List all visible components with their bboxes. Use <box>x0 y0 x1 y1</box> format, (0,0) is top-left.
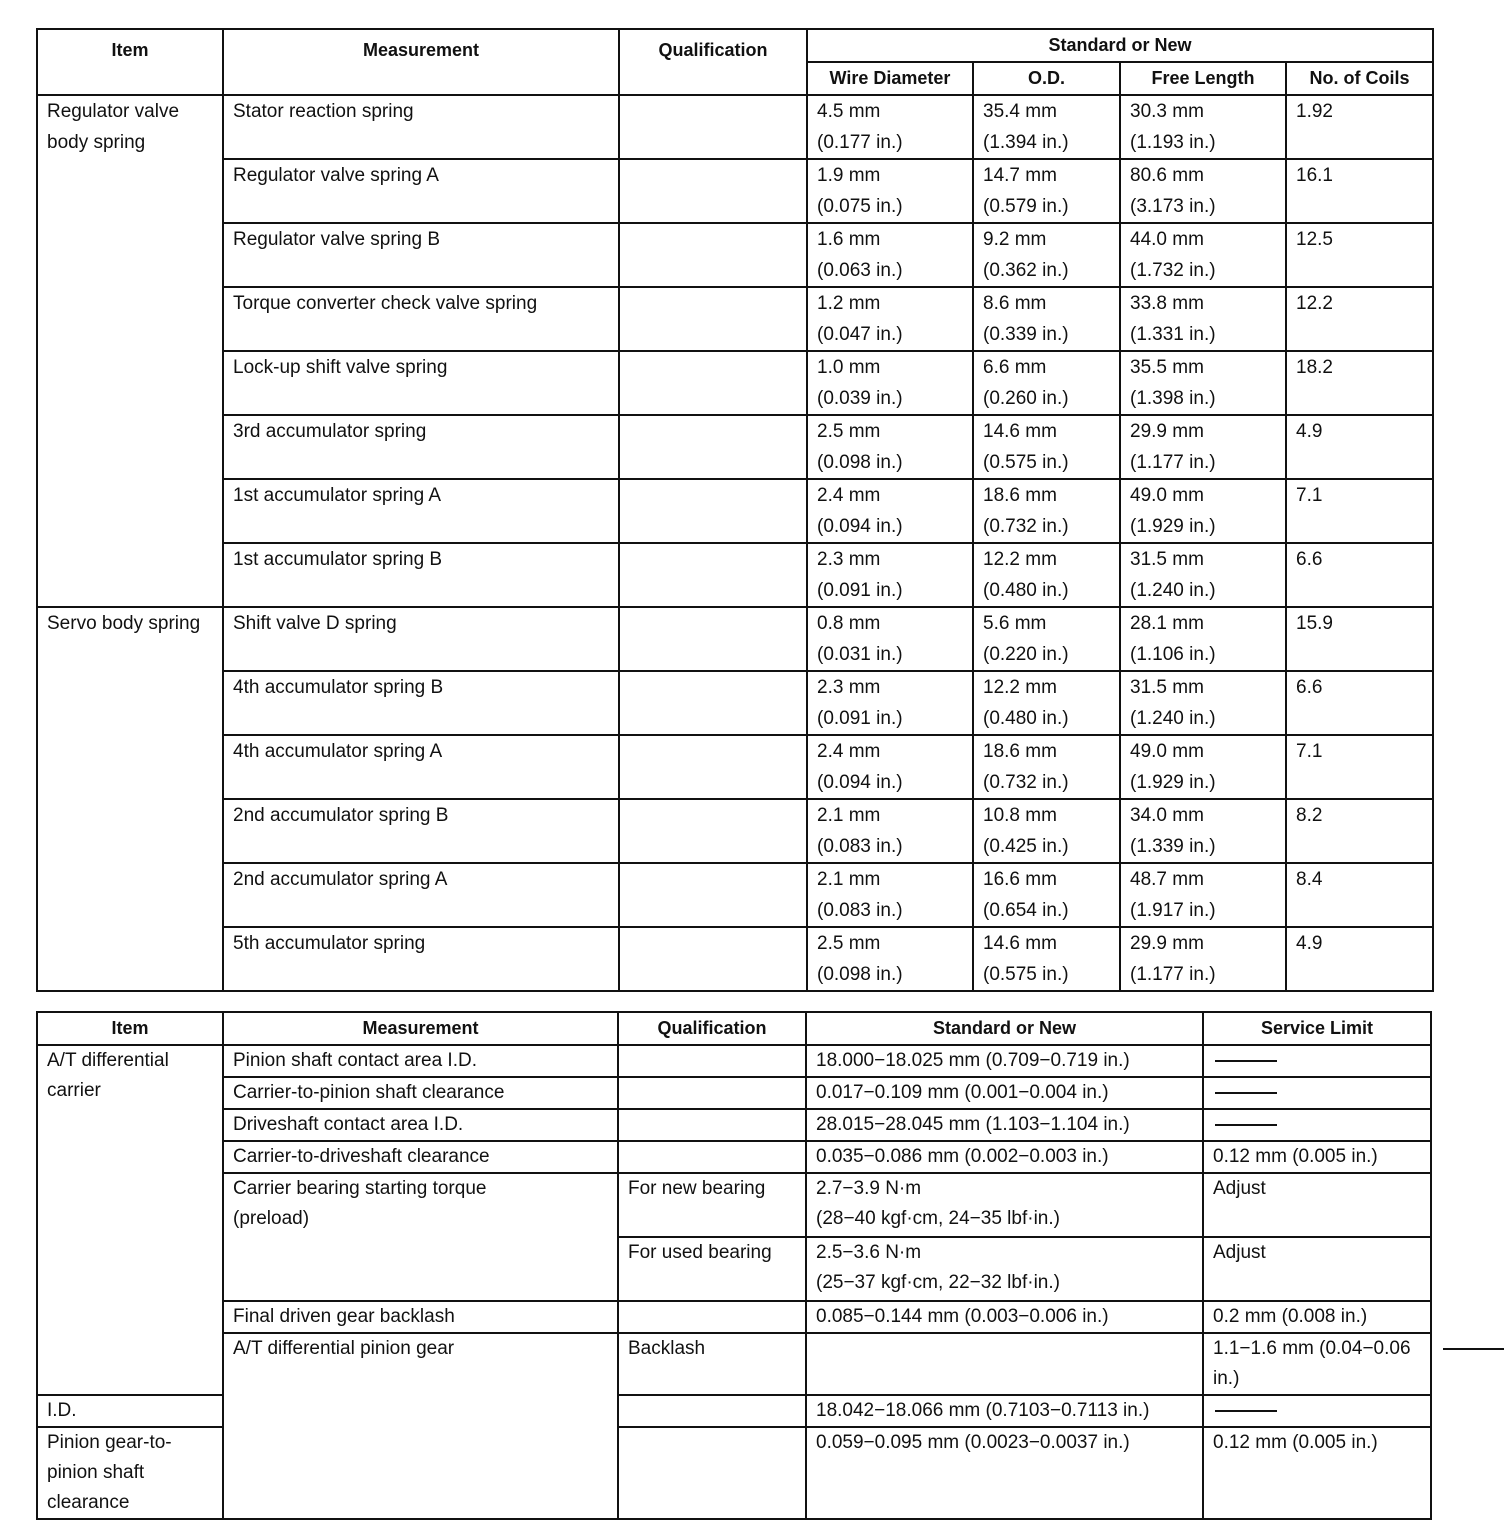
wire-diameter-cell <box>807 607 973 671</box>
header-measurement: Measurement <box>223 1012 618 1045</box>
metric-value: 48.7 mm <box>1130 869 1204 890</box>
qualification-cell <box>619 287 807 351</box>
header-od: O.D. <box>973 62 1120 95</box>
qualification-cell <box>619 543 807 607</box>
no-limit-dash <box>1215 1124 1277 1126</box>
qualification-cell <box>619 159 807 223</box>
metric-value: 2.5 mm <box>817 421 881 442</box>
qualification-cell <box>619 671 807 735</box>
qualification-cell <box>618 1109 806 1141</box>
imperial-value: (0.083 in.) <box>817 900 903 921</box>
standard-cell <box>806 1237 1203 1301</box>
imperial-value: (0.091 in.) <box>817 708 903 729</box>
od-cell <box>973 671 1120 735</box>
limit-cell <box>1203 1077 1431 1109</box>
measurement-cell: Torque converter check valve spring <box>223 287 619 351</box>
header-qualification: Qualification <box>619 29 807 95</box>
coils-cell: 16.1 <box>1286 159 1433 223</box>
free-length-cell <box>1120 479 1286 543</box>
header-coils: No. of Coils <box>1286 62 1433 95</box>
free-length-cell <box>1120 927 1286 991</box>
qualification-cell <box>619 95 807 159</box>
metric-value: 2.3 mm <box>817 549 881 570</box>
qualification-cell <box>618 1045 806 1077</box>
qualification-cell <box>619 927 807 991</box>
measurement-cell: Final driven gear backlash <box>223 1301 618 1333</box>
qualification-cell <box>619 607 807 671</box>
metric-value: 49.0 mm <box>1130 741 1204 762</box>
qualification-cell <box>619 351 807 415</box>
no-limit-dash <box>1443 1348 1504 1350</box>
free-length-cell <box>1120 351 1286 415</box>
metric-value: 4.5 mm <box>817 101 881 122</box>
standard-line: 2.7−3.9 N·m <box>816 1178 922 1199</box>
header-item: Item <box>37 1012 223 1045</box>
imperial-value: (1.929 in.) <box>1130 516 1216 537</box>
item-cell: Regulator valve body spring <box>37 95 223 607</box>
item-cell: A/T differential carrier <box>37 1045 223 1395</box>
table-row <box>37 479 1433 543</box>
qualification-cell: For new bearing <box>618 1173 806 1237</box>
metric-value: 30.3 mm <box>1130 101 1204 122</box>
header-item: Item <box>37 29 223 95</box>
metric-value: 29.9 mm <box>1130 933 1204 954</box>
measurement-cell: Regulator valve spring A <box>223 159 619 223</box>
od-cell <box>973 799 1120 863</box>
imperial-value: (0.480 in.) <box>983 580 1069 601</box>
table-row <box>37 1141 1431 1173</box>
table-row <box>37 1045 1431 1077</box>
metric-value: 2.5 mm <box>817 933 881 954</box>
imperial-value: (0.579 in.) <box>983 196 1069 217</box>
coils-cell: 12.2 <box>1286 287 1433 351</box>
metric-value: 8.6 mm <box>983 293 1047 314</box>
table-row <box>37 1077 1431 1109</box>
metric-value: 12.2 mm <box>983 549 1057 570</box>
coils-cell: 8.4 <box>1286 863 1433 927</box>
no-limit-dash <box>1215 1092 1277 1094</box>
imperial-value: (1.177 in.) <box>1130 452 1216 473</box>
spring-spec-table <box>36 28 1434 992</box>
standard-line: 2.5−3.6 N·m <box>816 1242 922 1263</box>
metric-value: 2.4 mm <box>817 741 881 762</box>
imperial-value: (0.177 in.) <box>817 132 903 153</box>
standard-cell: 18.000−18.025 mm (0.709−0.719 in.) <box>806 1045 1203 1077</box>
imperial-value: (1.240 in.) <box>1130 708 1216 729</box>
imperial-value: (1.339 in.) <box>1130 836 1216 857</box>
measurement-cell: I.D. <box>37 1395 223 1427</box>
imperial-value: (0.220 in.) <box>983 644 1069 665</box>
item-cell: Servo body spring <box>37 607 223 991</box>
table-row <box>37 927 1433 991</box>
metric-value: 31.5 mm <box>1130 677 1204 698</box>
metric-value: 5.6 mm <box>983 613 1047 634</box>
measurement-cell: Carrier-to-driveshaft clearance <box>223 1141 618 1173</box>
measurement-line: (preload) <box>233 1208 310 1229</box>
qualification-cell <box>619 479 807 543</box>
imperial-value: (0.039 in.) <box>817 388 903 409</box>
od-cell <box>973 607 1120 671</box>
metric-value: 14.6 mm <box>983 421 1057 442</box>
od-cell <box>973 479 1120 543</box>
imperial-value: (1.394 in.) <box>983 132 1069 153</box>
od-cell <box>973 735 1120 799</box>
qualification-cell <box>619 415 807 479</box>
table-row <box>37 607 1433 671</box>
standard-cell: 0.059−0.095 mm (0.0023−0.0037 in.) <box>806 1427 1203 1519</box>
metric-value: 2.4 mm <box>817 485 881 506</box>
measurement-cell: Driveshaft contact area I.D. <box>223 1109 618 1141</box>
measurement-cell: Shift valve D spring <box>223 607 619 671</box>
measurement-cell: 5th accumulator spring <box>223 927 619 991</box>
od-cell <box>973 415 1120 479</box>
imperial-value: (0.575 in.) <box>983 964 1069 985</box>
header-measurement: Measurement <box>223 29 619 95</box>
imperial-value: (0.480 in.) <box>983 708 1069 729</box>
imperial-value: (1.193 in.) <box>1130 132 1216 153</box>
free-length-cell <box>1120 223 1286 287</box>
table-row <box>37 735 1433 799</box>
table-row <box>37 1173 1431 1237</box>
measurement-cell: 4th accumulator spring A <box>223 735 619 799</box>
od-cell <box>973 863 1120 927</box>
metric-value: 1.6 mm <box>817 229 881 250</box>
metric-value: 2.1 mm <box>817 805 881 826</box>
od-cell <box>973 159 1120 223</box>
metric-value: 2.3 mm <box>817 677 881 698</box>
metric-value: 31.5 mm <box>1130 549 1204 570</box>
metric-value: 2.1 mm <box>817 869 881 890</box>
measurement-cell: 2nd accumulator spring B <box>223 799 619 863</box>
metric-value: 14.7 mm <box>983 165 1057 186</box>
standard-cell: 0.017−0.109 mm (0.001−0.004 in.) <box>806 1077 1203 1109</box>
header-standard-or-new: Standard or New <box>807 29 1433 62</box>
standard-cell: 1.1−1.6 mm (0.04−0.06 in.) <box>1203 1333 1431 1395</box>
wire-diameter-cell <box>807 95 973 159</box>
limit-cell: Adjust <box>1203 1237 1431 1301</box>
header-standard-or-new: Standard or New <box>806 1012 1203 1045</box>
imperial-value: (0.654 in.) <box>983 900 1069 921</box>
free-length-cell <box>1120 607 1286 671</box>
imperial-value: (1.106 in.) <box>1130 644 1216 665</box>
measurement-cell: Stator reaction spring <box>223 95 619 159</box>
table-row <box>37 351 1433 415</box>
table-row <box>37 1333 1431 1395</box>
measurement-cell: Pinion gear-to-pinion shaft clearance <box>37 1427 223 1519</box>
standard-cell <box>806 1173 1203 1237</box>
table-row <box>37 287 1433 351</box>
od-cell <box>973 927 1120 991</box>
coils-cell: 7.1 <box>1286 735 1433 799</box>
qualification-cell <box>619 223 807 287</box>
imperial-value: (0.732 in.) <box>983 516 1069 537</box>
imperial-value: (1.331 in.) <box>1130 324 1216 345</box>
metric-value: 16.6 mm <box>983 869 1057 890</box>
no-limit-dash <box>1215 1410 1277 1412</box>
differential-spec-table <box>36 1011 1432 1520</box>
imperial-value: (0.094 in.) <box>817 516 903 537</box>
standard-line: (28−40 kgf·cm, 24−35 lbf·in.) <box>816 1208 1060 1229</box>
metric-value: 14.6 mm <box>983 933 1057 954</box>
header-service-limit: Service Limit <box>1203 1012 1431 1045</box>
free-length-cell <box>1120 159 1286 223</box>
qualification-cell <box>618 1301 806 1333</box>
table-row <box>37 1301 1431 1333</box>
metric-value: 35.5 mm <box>1130 357 1204 378</box>
standard-cell: 18.042−18.066 mm (0.7103−0.7113 in.) <box>806 1395 1203 1427</box>
measurement-cell: 2nd accumulator spring A <box>223 863 619 927</box>
coils-cell: 6.6 <box>1286 671 1433 735</box>
wire-diameter-cell <box>807 351 973 415</box>
standard-cell: 0.085−0.144 mm (0.003−0.006 in.) <box>806 1301 1203 1333</box>
measurement-line: Carrier bearing starting torque <box>233 1178 487 1199</box>
metric-value: 1.0 mm <box>817 357 881 378</box>
free-length-cell <box>1120 799 1286 863</box>
metric-value: 44.0 mm <box>1130 229 1204 250</box>
header-wire-diameter: Wire Diameter <box>807 62 973 95</box>
qualification-cell <box>619 863 807 927</box>
limit-cell: 0.12 mm (0.005 in.) <box>1203 1427 1431 1519</box>
standard-cell: 0.035−0.086 mm (0.002−0.003 in.) <box>806 1141 1203 1173</box>
coils-cell: 18.2 <box>1286 351 1433 415</box>
metric-value: 34.0 mm <box>1130 805 1204 826</box>
wire-diameter-cell <box>807 159 973 223</box>
metric-value: 49.0 mm <box>1130 485 1204 506</box>
wire-diameter-cell <box>807 223 973 287</box>
coils-cell: 12.5 <box>1286 223 1433 287</box>
od-cell <box>973 351 1120 415</box>
item-cell: A/T differential pinion gear <box>223 1333 618 1519</box>
standard-cell: 28.015−28.045 mm (1.103−1.104 in.) <box>806 1109 1203 1141</box>
free-length-cell <box>1120 287 1286 351</box>
free-length-cell <box>1120 543 1286 607</box>
measurement-cell: 1st accumulator spring B <box>223 543 619 607</box>
imperial-value: (0.575 in.) <box>983 452 1069 473</box>
limit-cell: 0.2 mm (0.008 in.) <box>1203 1301 1431 1333</box>
imperial-value: (1.240 in.) <box>1130 580 1216 601</box>
metric-value: 80.6 mm <box>1130 165 1204 186</box>
free-length-cell <box>1120 863 1286 927</box>
measurement-cell <box>223 1173 618 1301</box>
imperial-value: (0.098 in.) <box>817 964 903 985</box>
metric-value: 1.9 mm <box>817 165 881 186</box>
imperial-value: (1.398 in.) <box>1130 388 1216 409</box>
measurement-cell: Regulator valve spring B <box>223 223 619 287</box>
od-cell <box>973 543 1120 607</box>
free-length-cell <box>1120 415 1286 479</box>
measurement-cell: Lock-up shift valve spring <box>223 351 619 415</box>
qualification-cell: For used bearing <box>618 1237 806 1301</box>
table-row <box>37 863 1433 927</box>
metric-value: 33.8 mm <box>1130 293 1204 314</box>
measurement-cell: Pinion shaft contact area I.D. <box>223 1045 618 1077</box>
od-cell <box>973 287 1120 351</box>
imperial-value: (1.177 in.) <box>1130 964 1216 985</box>
coils-cell: 15.9 <box>1286 607 1433 671</box>
coils-cell: 1.92 <box>1286 95 1433 159</box>
header-qualification: Qualification <box>618 1012 806 1045</box>
table-row <box>37 543 1433 607</box>
od-cell <box>973 95 1120 159</box>
metric-value: 18.6 mm <box>983 485 1057 506</box>
metric-value: 0.8 mm <box>817 613 881 634</box>
measurement-cell: 3rd accumulator spring <box>223 415 619 479</box>
imperial-value: (1.929 in.) <box>1130 772 1216 793</box>
measurement-cell: 1st accumulator spring A <box>223 479 619 543</box>
table-row <box>37 159 1433 223</box>
imperial-value: (0.098 in.) <box>817 452 903 473</box>
metric-value: 10.8 mm <box>983 805 1057 826</box>
wire-diameter-cell <box>807 543 973 607</box>
qualification-cell <box>618 1395 806 1427</box>
qualification-cell <box>618 1141 806 1173</box>
metric-value: 1.2 mm <box>817 293 881 314</box>
metric-value: 28.1 mm <box>1130 613 1204 634</box>
imperial-value: (0.031 in.) <box>817 644 903 665</box>
wire-diameter-cell <box>807 671 973 735</box>
coils-cell: 8.2 <box>1286 799 1433 863</box>
imperial-value: (3.173 in.) <box>1130 196 1216 217</box>
imperial-value: (0.260 in.) <box>983 388 1069 409</box>
imperial-value: (0.075 in.) <box>817 196 903 217</box>
table-row <box>37 671 1433 735</box>
limit-cell <box>1203 1109 1431 1141</box>
coils-cell: 6.6 <box>1286 543 1433 607</box>
table-row <box>37 799 1433 863</box>
imperial-value: (0.425 in.) <box>983 836 1069 857</box>
no-limit-dash <box>1215 1060 1277 1062</box>
imperial-value: (0.063 in.) <box>817 260 903 281</box>
imperial-value: (1.732 in.) <box>1130 260 1216 281</box>
free-length-cell <box>1120 671 1286 735</box>
limit-cell: Adjust <box>1203 1173 1431 1237</box>
wire-diameter-cell <box>807 927 973 991</box>
qualification-cell <box>618 1427 806 1519</box>
metric-value: 29.9 mm <box>1130 421 1204 442</box>
coils-cell: 4.9 <box>1286 927 1433 991</box>
wire-diameter-cell <box>807 863 973 927</box>
table-row <box>37 223 1433 287</box>
imperial-value: (0.339 in.) <box>983 324 1069 345</box>
limit-cell <box>1203 1045 1431 1077</box>
header-free-length: Free Length <box>1120 62 1286 95</box>
wire-diameter-cell <box>807 479 973 543</box>
metric-value: 35.4 mm <box>983 101 1057 122</box>
imperial-value: (0.083 in.) <box>817 836 903 857</box>
wire-diameter-cell <box>807 735 973 799</box>
wire-diameter-cell <box>807 415 973 479</box>
imperial-value: (0.732 in.) <box>983 772 1069 793</box>
qualification-cell <box>618 1077 806 1109</box>
wire-diameter-cell <box>807 799 973 863</box>
metric-value: 18.6 mm <box>983 741 1057 762</box>
imperial-value: (0.047 in.) <box>817 324 903 345</box>
measurement-cell: Backlash <box>618 1333 806 1395</box>
table-row <box>37 95 1433 159</box>
free-length-cell <box>1120 95 1286 159</box>
standard-line: (25−37 kgf·cm, 22−32 lbf·in.) <box>816 1272 1060 1293</box>
free-length-cell <box>1120 735 1286 799</box>
measurement-cell: Carrier-to-pinion shaft clearance <box>223 1077 618 1109</box>
measurement-cell: 4th accumulator spring B <box>223 671 619 735</box>
metric-value: 12.2 mm <box>983 677 1057 698</box>
limit-cell: 0.12 mm (0.005 in.) <box>1203 1141 1431 1173</box>
spring-table-body <box>37 95 1433 991</box>
imperial-value: (0.362 in.) <box>983 260 1069 281</box>
imperial-value: (0.094 in.) <box>817 772 903 793</box>
limit-cell <box>1203 1395 1431 1427</box>
imperial-value: (1.917 in.) <box>1130 900 1216 921</box>
od-cell <box>973 223 1120 287</box>
qualification-cell <box>806 1333 1203 1395</box>
imperial-value: (0.091 in.) <box>817 580 903 601</box>
table-row <box>37 1109 1431 1141</box>
coils-cell: 7.1 <box>1286 479 1433 543</box>
metric-value: 9.2 mm <box>983 229 1047 250</box>
table-row <box>37 415 1433 479</box>
coils-cell: 4.9 <box>1286 415 1433 479</box>
wire-diameter-cell <box>807 287 973 351</box>
qualification-cell <box>619 735 807 799</box>
qualification-cell <box>619 799 807 863</box>
metric-value: 6.6 mm <box>983 357 1047 378</box>
